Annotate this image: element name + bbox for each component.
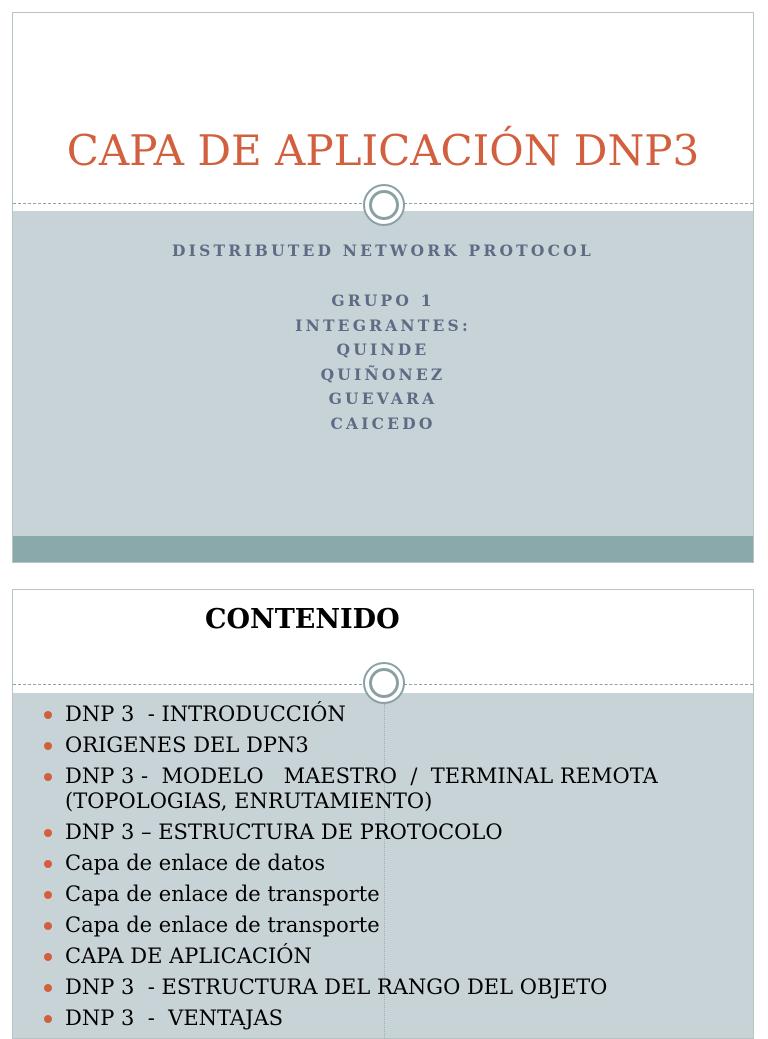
member-name: QUINDE (336, 340, 430, 359)
list-item-text: Capa de enlace de transporte (65, 882, 380, 906)
list-item-text: ORIGENES DEL DPN3 (65, 733, 309, 757)
bullet-icon (44, 953, 52, 961)
bullet-icon (44, 773, 52, 781)
list-item (37, 913, 737, 938)
bullet-icon (44, 922, 52, 930)
member-name: GUEVARA (328, 389, 438, 408)
bullet-icon (44, 1015, 52, 1023)
slide-subtitle: DISTRIBUTED NETWORK PROTOCOL (172, 241, 594, 260)
member-name: QUIÑONEZ (320, 364, 446, 384)
group-label: GRUPO 1 (331, 291, 435, 310)
ring-ornament-icon (363, 184, 405, 226)
slide-title: CAPA DE APLICACIÓN DNP3 (66, 126, 700, 175)
list-item (37, 944, 737, 969)
bullet-icon (44, 742, 52, 750)
bullet-icon (44, 711, 52, 719)
bullet-icon (44, 984, 52, 992)
list-item (37, 733, 737, 758)
list-item-text: DNP 3 - VENTAJAS (65, 1006, 284, 1030)
contents-list (37, 702, 737, 1037)
member-name: CAICEDO (330, 413, 436, 433)
list-item-text: DNP 3 – ESTRUCTURA DE PROTOCOLO (65, 820, 503, 844)
list-item-text: CAPA DE APLICACIÓN (65, 944, 312, 968)
bullet-icon (44, 891, 52, 899)
list-item-text: Capa de enlace de datos (65, 851, 326, 875)
list-item-text: DNP 3 - ESTRUCTURA DEL RANGO DEL OBJETO (65, 975, 608, 999)
contents-title: CONTENIDO (205, 604, 400, 635)
list-item-text: Capa de enlace de transporte (65, 913, 380, 937)
members-label: INTEGRANTES: (295, 315, 471, 335)
ring-ornament-icon (363, 662, 405, 704)
footer-bar (13, 536, 753, 563)
list-item (37, 1006, 737, 1031)
list-item (37, 882, 737, 907)
list-item-text: DNP 3 - INTRODUCCIÓN (65, 702, 346, 726)
title-slide (12, 12, 754, 563)
group-info (13, 289, 753, 436)
list-item (37, 764, 737, 814)
list-item (37, 851, 737, 876)
contents-slide (12, 589, 754, 1039)
list-item (37, 702, 737, 727)
bullet-icon (44, 829, 52, 837)
bullet-icon (44, 860, 52, 868)
list-item-text: DNP 3 - MODELO MAESTRO / TERMINAL REMOTA (TOPOLOGIAS, ENRUTAMIENTO) (65, 764, 665, 813)
list-item (37, 975, 737, 1000)
list-item (37, 820, 737, 845)
